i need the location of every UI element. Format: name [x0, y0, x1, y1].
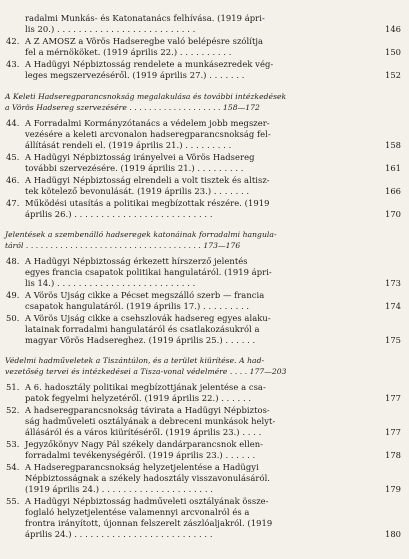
entry-number: 48.: [6, 256, 20, 266]
toc-entry-text: április 26.) . . . . . . . . . . . . . . . . . . . . . . . . . .: [25, 209, 213, 219]
page-number: 146: [385, 24, 401, 34]
toc-entry-text: állásáról és a város kiürítéséről. (1919 április 23.) . . . .: [25, 427, 262, 437]
toc-entry-text: lis 14.) . . . . . . . . . . . . . . . . . . . . . . . . . .: [25, 278, 196, 288]
section-heading: Védelmi hadműveletek a Tiszántúlon, és a terület kiürítése. A had-: [5, 356, 265, 365]
entry-number: 53.: [6, 439, 20, 449]
toc-entry-text: Működési utasítás a politikai megbízottak részére. (1919: [25, 198, 270, 208]
page-number: 175: [385, 335, 401, 345]
toc-entry-text: A Hadügyi Népbiztosság elrendeli a volt tisztek és altisz-: [25, 175, 270, 185]
entry-number: 51.: [6, 382, 20, 392]
entry-number: 52.: [6, 405, 20, 415]
toc-entry-text: A Hadseregparancsnokság helyzetjelentése a Hadügyi: [25, 462, 259, 472]
page-number: 150: [385, 47, 401, 57]
toc-entry-text: latainak forradalmi hangulatáról és csatlakozásukról a: [25, 324, 260, 334]
toc-entry-text: vezésére a keleti arcvonalon hadseregparancsnokság fel-: [25, 129, 271, 139]
toc-entry-text: foglaló helyzetjelentése valamennyi arcvonalról és a: [25, 507, 250, 517]
page-number: 170: [385, 209, 401, 219]
section-heading: A Keleti Hadseregparancsnokság megalakulása és további intézkedések: [5, 92, 287, 101]
toc-entry-text: frontra irányított, újonnan felszerelt zászlóaljakról. (1919: [25, 518, 273, 528]
page-number: 177: [385, 393, 401, 403]
section-heading: táról . . . . . . . . . . . . . . . . . . . . . . . . . . . . . . . . . . . . 173—176: [5, 241, 241, 250]
page-number: 161: [385, 163, 401, 173]
entry-number: 46.: [6, 175, 20, 185]
entry-number: 54.: [6, 462, 20, 472]
entry-number: 43.: [6, 59, 20, 69]
toc-entry-text: magyar Vörös Hadsereghez. (1919 április 25.) . . . . . .: [25, 335, 256, 345]
entry-number: 55.: [6, 496, 20, 506]
toc-entry-text: A Hadügyi Népbiztosság érkezett hírszerző jelentés: [25, 256, 248, 266]
toc-entry-text: A Forradalmi Kormányzótanács a védelem jobb megszer-: [25, 118, 270, 128]
section-heading: Jelentések a szembenálló hadseregek katonáinak forradalmi hangula-: [5, 230, 277, 239]
toc-entry-text: A Vörös Ujság cikke a Pécset megszálló szerb — francia: [25, 290, 265, 300]
page-number: 166: [385, 186, 401, 196]
toc-entry-text: Népbiztosságnak a székely hadosztály visszavonulásáról.: [25, 473, 271, 483]
toc-entry-text: csapatok hangulatáról. (1919 április 17.) . . . . . . . . .: [25, 301, 250, 311]
toc-entry-text: radalmi Munkás- és Katonatanács felhívása. (1919 ápri-: [25, 13, 265, 23]
toc-entry-text: forradalmi tevékenységéről. (1919 április 23.) . . . . . .: [25, 450, 256, 460]
toc-entry-text: további szervezésére. (1919 április 21.) . . . . . . . . .: [25, 163, 244, 173]
page-number: 173: [385, 278, 401, 288]
toc-entry-text: (1919 április 24.) . . . . . . . . . . . . . . . . . . . . .: [25, 484, 213, 494]
page-number: 177: [385, 427, 401, 437]
page-number: 158: [385, 140, 401, 150]
toc-entry-text: A Hadügyi Népbiztosság rendelete a munkásezredek vég-: [25, 59, 274, 69]
toc-entry-text: patok fegyelmi helyzetéről. (1919 április 22.) . . . . . .: [25, 393, 252, 403]
entry-number: 50.: [6, 313, 20, 323]
entry-number: 47.: [6, 198, 20, 208]
toc-entry-text: Jegyzőkönyv Nagy Pál székely dandárparancsnok ellen-: [25, 439, 264, 449]
toc-entry-text: fel a mérnököket. (1919 április 22.) . . . . . . . . . .: [25, 47, 232, 57]
toc-entry-text: leges megszervezéséről. (1919 április 27.) . . . . . . .: [25, 70, 245, 80]
toc-entry-text: lis 20.) . . . . . . . . . . . . . . . . . . . . . . . . . .: [25, 24, 196, 34]
entry-number: 44.: [6, 118, 20, 128]
page-number: 179: [385, 484, 401, 494]
toc-entry-text: április 24.) . . . . . . . . . . . . . . . . . . . . . . . . . .: [25, 529, 213, 539]
toc-entry-text: egyes francia csapatok politikai hangulatáról. (1919 ápri-: [25, 267, 272, 277]
toc-entry-text: A Hadügyi Népbiztosság hadműveleti osztályának össze-: [25, 496, 269, 506]
page-number: 178: [385, 450, 401, 460]
section-heading: a Vörös Hadsereg szervezésére . . . . . . . . . . . . . . . . . . . 158—172: [5, 103, 260, 112]
toc-entry-text: tek kötelező bevonulását. (1919 április 23.) . . . . . . .: [25, 186, 250, 196]
entry-number: 49.: [6, 290, 20, 300]
toc-entry-text: A Hadügyi Népbiztosság irányelvei a Vörös Hadsereg: [25, 152, 255, 162]
page-number: 152: [385, 70, 401, 80]
section-heading: vezetőség tervei és intézkedései a Tisza-vonal védelmére . . . . 177—203: [5, 367, 287, 376]
entry-number: 42.: [6, 36, 20, 46]
page-number: 174: [385, 301, 401, 311]
toc-entry-text: A hadseregparancsnokság távirata a Hadügyi Népbiztos-: [25, 405, 270, 415]
toc-entry-text: ság hadműveleti osztályának a debreceni munkások helyt-: [25, 416, 276, 426]
toc-entry-text: A 6. hadosztály politikai megbízottjának jelentése a csa-: [25, 382, 266, 392]
toc-entry-text: állítását rendeli el. (1919 április 21.) . . . . . . . . .: [25, 140, 232, 150]
toc-entry-text: A Vörös Ujság cikke a csehszlovák hadsereg egyes alaku-: [25, 313, 271, 323]
toc-entry-text: A Z AMOSZ a Vörös Hadseregbe való belépésre szólítja: [25, 36, 264, 46]
entry-number: 45.: [6, 152, 20, 162]
page-number: 180: [385, 529, 401, 539]
